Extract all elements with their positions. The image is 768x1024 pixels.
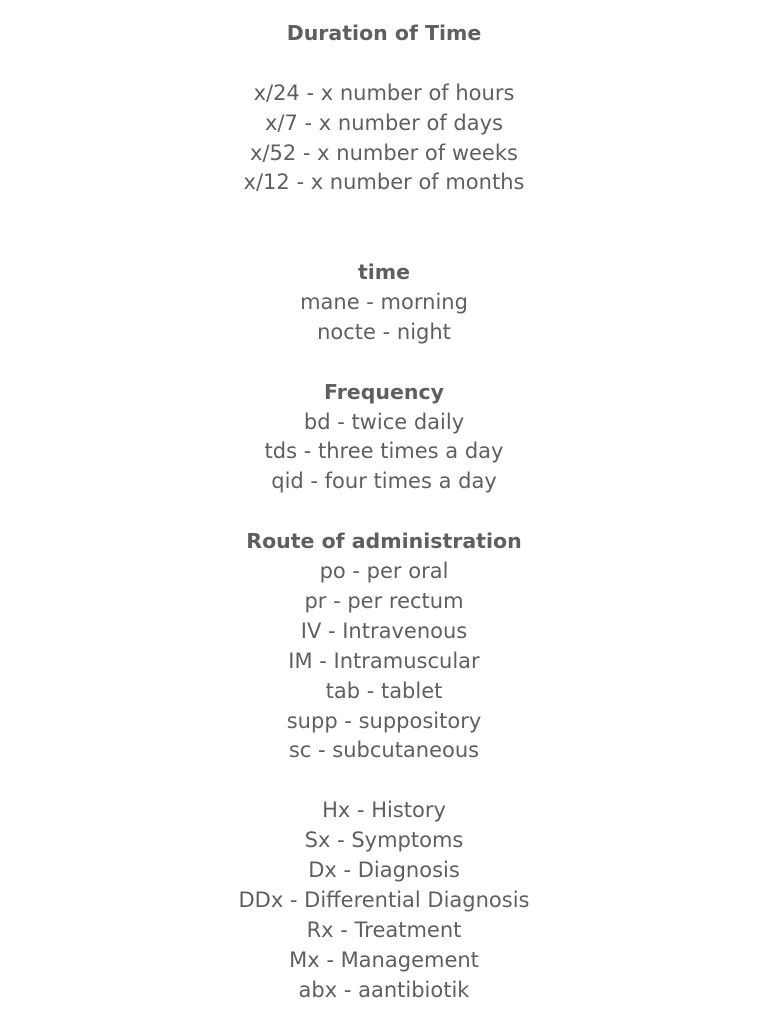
spacer <box>0 49 768 79</box>
duration-item: x/24 - x number of hours <box>253 80 515 105</box>
clinical-item: Hx - History <box>322 798 446 823</box>
duration-item: x/12 - x number of months <box>243 170 525 195</box>
clinical-item: Dx - Diagnosis <box>308 857 460 882</box>
duration-item: x/7 - x number of days <box>264 110 503 135</box>
duration-section <box>0 19 768 198</box>
clinical-item: Rx - Treatment <box>306 917 462 942</box>
clinical-item: abx - aantibiotik <box>298 977 470 1002</box>
route-item: po - per oral <box>319 559 449 584</box>
frequency-item: bd - twice daily <box>303 409 465 434</box>
spacer <box>0 766 768 796</box>
time-item: nocte - night <box>317 319 451 344</box>
frequency-heading: Frequency <box>324 379 444 404</box>
time-item: mane - morning <box>300 290 468 315</box>
route-heading: Route of administration <box>246 529 522 554</box>
spacer <box>0 198 768 258</box>
route-item: IV - Intravenous <box>300 618 468 643</box>
duration-heading: Duration of Time <box>286 21 482 45</box>
frequency-item: tds - three times a day <box>264 439 504 464</box>
route-item: pr - per rectum <box>304 588 464 613</box>
route-item: IM - Intramuscular <box>288 648 480 673</box>
clinical-item: DDx - Differential Diagnosis <box>238 887 530 912</box>
duration-item: x/52 - x number of weeks <box>250 140 518 165</box>
route-item: supp - suppository <box>286 708 482 733</box>
spacer <box>0 497 768 527</box>
frequency-section <box>0 378 768 498</box>
route-section <box>0 527 768 766</box>
clinical-item: Sx - Symptoms <box>304 828 464 853</box>
clinical-section <box>0 796 768 1005</box>
frequency-item: qid - four times a day <box>271 469 497 494</box>
spacer <box>0 348 768 378</box>
route-item: sc - subcutaneous <box>288 738 480 763</box>
abbreviation-sheet <box>0 19 768 1005</box>
time-heading: time <box>357 260 411 285</box>
route-item: tab - tablet <box>325 678 443 703</box>
time-section <box>0 258 768 348</box>
clinical-item: Mx - Management <box>289 947 479 972</box>
